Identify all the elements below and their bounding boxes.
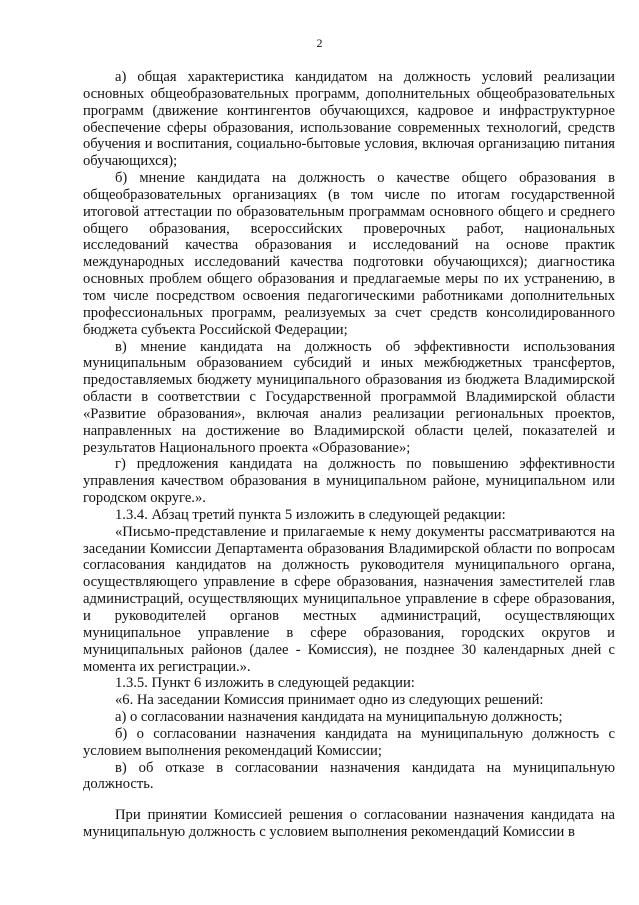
paragraph-item-b: б) мнение кандидата на должность о качестве общего образования в общеобразовательных организациях (в том числе по итогам государственной итоговой аттестации по образовательным программам основного общего и среднего общего образования, всероссийских проверочных работ, национальных исследований качества образования и исследований на основе практик международных исследований качества подготовки обучающихся); диагностика основных проблем общего образования и предлагаемые меры по их устранению, в том числе посредством освоения педагогическими работниками дополнительных профессиональных программ, реализуемых за счет средств консолидированного бюджета субъекта Российской Федерации; [83, 170, 615, 338]
paragraph-item-g: г) предложения кандидата на должность по повышению эффективности управления качеством образования в муниципальном районе, муниципальном или городском округе.». [83, 456, 615, 507]
paragraph-decision-a: а) о согласовании назначения кандидата на муниципальную должность; [115, 709, 563, 726]
paragraph-item-a: а) общая характеристика кандидатом на должность условий реализации основных общеобразовательных программ, дополнительных общеобразовательных программ (движение контингентов обучающихся, кадровое и инфраструктурное обеспечение сферы образования, использование современных технологий, средств обучения и воспитания, социально-бытовые условия, включая организацию питания обучающихся); [83, 69, 615, 170]
document-body [83, 69, 615, 841]
paragraph-clause-1-3-5: 1.3.5. Пункт 6 изложить в следующей редакции: [115, 675, 415, 692]
paragraph-letter-review: «Письмо-представление и прилагаемые к нему документы рассматриваются на заседании Комиссии Департамента образования Владимирской области по вопросам согласования кандидатов на должность руководителя муниципального органа, осуществляющего управление в сфере образования, назначения заместителей глав администраций, осуществляющих муниципальное управление в сфере образования, и руководителей органов местных администраций, осуществляющих муниципальное управление в сфере образования, городских округов и муниципальных районов (далее - Комиссия), не позднее 30 календарных дней с момента их регистрации.». [83, 523, 615, 675]
paragraph-item-v: в) мнение кандидата на должность об эффективности использования муниципальным образованием субсидий и иных межбюджетных трансфертов, предоставляемых бюджету муниципального образования из бюджета Владимирской области в соответствии с Государственной программой Владимирской области «Развитие образования», включая анализ реализации региональных проектов, направленных на достижение во Владимирской области целей, показателей и результатов Национального проекта «Образование»; [83, 338, 615, 456]
paragraph-decision-b: б) о согласовании назначения кандидата на муниципальную должность с условием выполнения рекомендаций Комиссии; [83, 725, 615, 759]
paragraph-conditional-approval: При принятии Комиссией решения о согласовании назначения кандидата на муниципальную должность с условием выполнения рекомендаций Комиссии в [83, 807, 615, 841]
paragraph-decision-v: в) об отказе в согласовании назначения кандидата на муниципальную должность. [83, 759, 615, 793]
page-number: 2 [316, 36, 323, 50]
paragraph-point-6: «6. На заседании Комиссия принимает одно из следующих решений: [115, 692, 544, 709]
paragraph-clause-1-3-4: 1.3.4. Абзац третий пункта 5 изложить в следующей редакции: [115, 506, 506, 523]
